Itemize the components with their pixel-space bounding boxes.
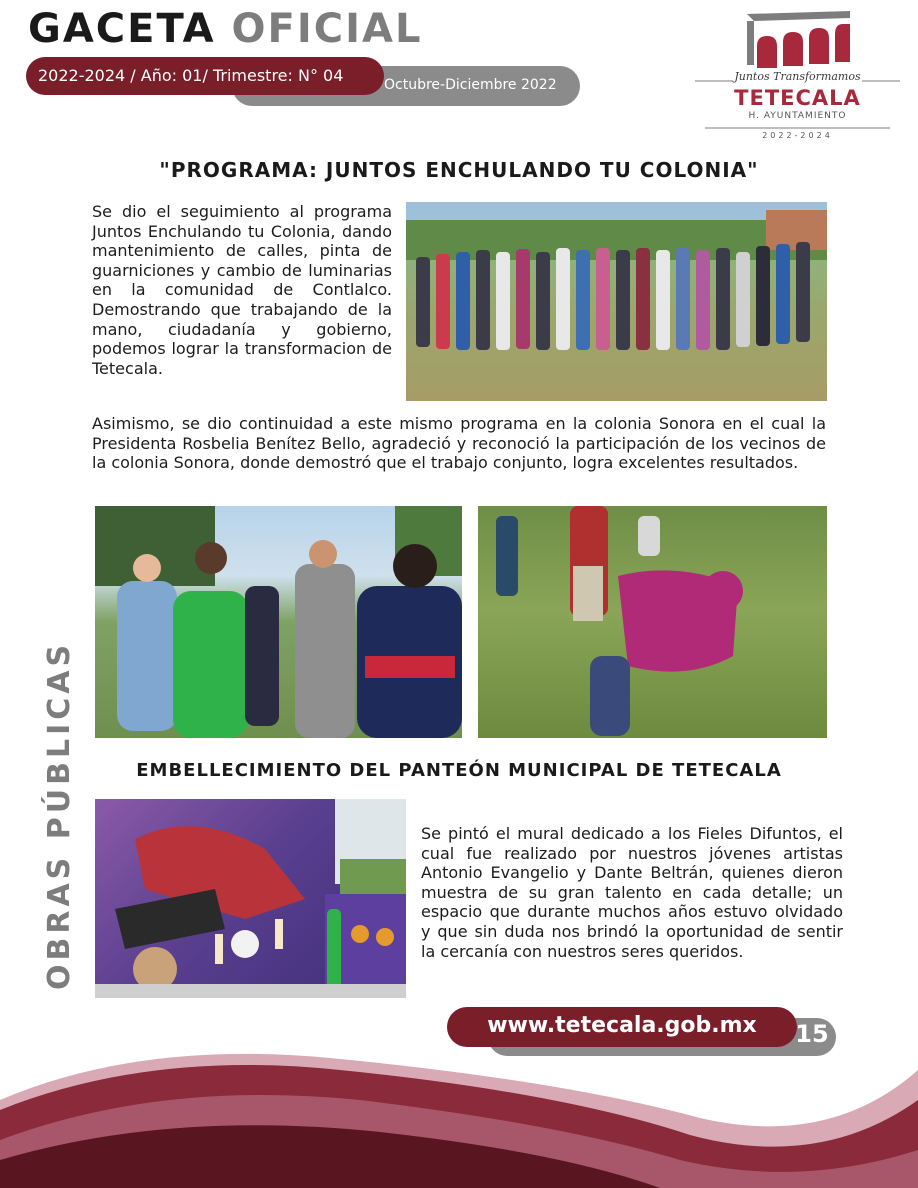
website-link[interactable]: www.tetecala.gob.mx [487, 1013, 757, 1038]
section1-heading: "PROGRAMA: JUNTOS ENCHULANDO TU COLONIA" [159, 158, 759, 182]
gazette-title-part1: GACETA [28, 6, 216, 52]
section2-heading: EMBELLECIMIENTO DEL PANTEÓN MUNICIPAL DE TETECALA [136, 760, 782, 781]
section2-paragraph: Se pintó el mural dedicado a los Fieles Difuntos, el cual fue realizado por nuestros jóvenes artistas Antonio Evangelio y Dante Beltrán, quienes dieron muestra de su gran talento en cada detalle; un espacio que durante muchos años estuvo olvidado y que sin duda nos brindó la oportunidad de sentir la cercanía con nuestros seres queridos. [421, 824, 843, 961]
section-side-label: OBRAS PÚBLICAS [42, 640, 77, 990]
period-text: Octubre-Diciembre 2022 [384, 77, 557, 93]
section1-paragraph1: Se dio el seguimiento al programa Juntos Enchulando tu Colonia, dando mantenimiento de calles, pinta de guarniciones y cambio de luminarias en la comunidad de Contlalco. Demostrando que trabajando de la mano, ciudadanía y gobierno, podemos lograr la transformacion de Tetecala. [92, 202, 392, 378]
logo-years: 2022-2024 [762, 131, 833, 140]
footer-waves [0, 1040, 918, 1188]
logo-name: TETECALA [734, 86, 861, 110]
photo-cleanup-work [478, 506, 827, 738]
logo-subtitle: H. AYUNTAMIENTO [748, 111, 847, 121]
gazette-title-part2: OFICIAL [231, 6, 423, 52]
logo-tagline: Juntos Transformamos [734, 70, 861, 83]
photo-mural-cemetery [95, 799, 406, 998]
section1-paragraph2: Asimismo, se dio continuidad a este mismo programa en la colonia Sonora en el cual la Presidenta Rosbelia Benítez Bello, agradeció y reconoció la participación de los vecinos de la colonia Sonora, donde demostró que el trabajo conjunto, logra excelentes resultados. [92, 414, 826, 473]
page-number: 15 [795, 1020, 829, 1048]
photo-president-greeting [95, 506, 462, 738]
group-photo-contlalco [406, 202, 827, 401]
edition-text: 2022-2024 / Año: 01/ Trimestre: N° 04 [38, 66, 344, 85]
gazette-title [28, 6, 422, 52]
